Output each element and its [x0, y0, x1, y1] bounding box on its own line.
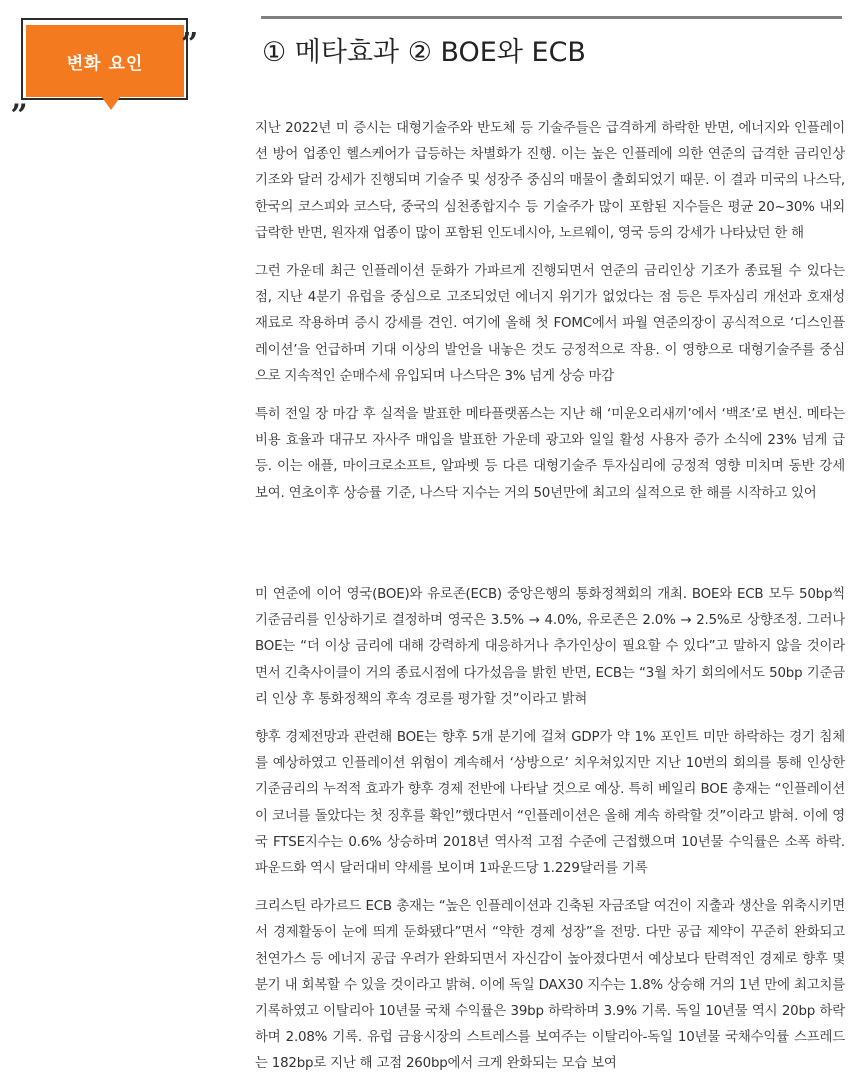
badge-pointer [101, 96, 121, 110]
close-quote-icon: ” [181, 27, 199, 62]
open-quote-icon: „ [11, 81, 29, 116]
section-title: ① 메타효과 ② BOE와 ECB [262, 37, 586, 68]
paragraph: 그런 가운데 최근 인플레이션 둔화가 가파르게 진행되면서 연준의 금리인상 기조가 종료될 수 있다는 점, 지난 4분기 유럽을 중심으로 고조되었던 에너지 위기가 없었다는 점 등은 투자심리 개선과 호재성 재료로 작용하며 증시 강세를 견인. 여기에 올해 첫 FOMC에서 파월 연준의장이 공식적으로 ‘디스인플레이션’을 언급하며 기대 이상의 발언을 내놓은 것도 긍정적으로 작용. 이 영향으로 대형기술주를 중심으로 지속적인 순매수세 유입되며 나스닥은 3% 넘게 상승 마감 [255, 264, 845, 384]
paragraph: 지난 2022년 미 증시는 대형기술주와 반도체 등 기술주들은 급격하게 하락한 반면, 에너지와 인플레이션 방어 업종인 헬스케어가 급등하는 차별화가 진행. 이는 높은 인플레에 의한 연준의 급격한 금리인상 기조와 달러 강세가 진행되며 기술주 및 성장주 중심의 매물이 출회되었기 때문. 이 결과 미국의 나스닥, 한국의 코스피와 코스닥, 중국의 심천종합지수 등 기술주가 많이 포함된 지수들은 평균 20~30% 내외 급락한 반면, 원자재 업종이 많이 포함된 인도네시아, 노르웨이, 영국 등의 강세가 나타났던 한 해 [255, 121, 845, 241]
paragraph: 미 연준에 이어 영국(BOE)와 유로존(ECB) 중앙은행의 통화정책회의 개최. BOE와 ECB 모두 50bp씩 기준금리를 인상하기로 결정하며 영국은 3.5% → 4.0%, 유로존은 2.0% → 2.5%로 상향조정. 그러나 BOE는 “더 이상 금리에 대해 강력하게 대응하거나 추가인상이 필요할 수 있다”고 말하지 않을 것이라면서 긴축사이클이 거의 종료시점에 다가섰음을 밝힌 반면, ECB는 “3월 차기 회의에서도 50bp 기준금리 인상 후 통화정책의 후속 경로를 평가할 것”이라고 밝혀 [255, 587, 845, 707]
badge-label: 변화 요인 [26, 25, 184, 97]
title-divider [261, 16, 842, 19]
paragraph: 크리스틴 라가르드 ECB 총재는 “높은 인플레이션과 긴축된 자금조달 여건이 지출과 생산을 위축시키면서 경제활동이 눈에 띄게 둔화됐다”면서 “약한 경제 성장”을 전망. 다만 공급 제약이 꾸준히 완화되고 천연가스 등 에너지 공급 우려가 완화되면서 자신감이 높아졌다면서 예상보다 탄력적인 경제로 향후 몇 분기 내 회복할 수 있을 것이라고 밝혀. 이에 독일 DAX30 지수는 1.8% 상승해 거의 1년 만에 최고치를 기록하였고 이탈리아 10년물 국채 수익률은 39bp 하락하며 3.9% 기록. 독일 10년물 역시 20bp 하락하며 2.08% 기록. 유럽 금융시장의 스트레스를 보여주는 이탈리아-독일 10년물 국채수익률 스프레드는 182bp로 지난 해 고점 260bp에서 크게 완화되는 모습 보여 [255, 899, 845, 1072]
category-badge [11, 18, 199, 118]
paragraph: 향후 경제전망과 관련해 BOE는 향후 5개 분기에 걸쳐 GDP가 약 1% 포인트 미만 하락하는 경기 침체를 예상하였고 인플레이션 위험이 계속해서 ‘상방으로’ 치우쳐있지만 지난 10번의 회의를 통해 인상한 기준금리의 누적적 효과가 향후 경제 전반에 나타날 것으로 예상. 특히 베일리 BOE 총재는 “인플레이션이 코너를 돌았다는 첫 징후를 확인”했다면서 “인플레이션은 올해 계속 하락할 것”이라고 밝혀. 이에 영국 FTSE지수는 0.6% 상승하며 2018년 역사적 고점 수준에 근접했으며 10년물 수익률은 소폭 하락. 파운드화 역시 달러대비 약세를 보이며 1파운드당 1.229달러를 기록 [255, 730, 845, 877]
paragraph-block-boe-ecb [255, 582, 845, 1090]
paragraph: 특히 전일 장 마감 후 실적을 발표한 메타플랫폼스는 지난 해 ‘미운오리새끼’에서 ‘백조’로 변신. 메타는 비용 효율과 대규모 자사주 매입을 발표한 가운데 광고와 일일 활성 사용자 증가 소식에 23% 넘게 급등. 이는 애플, 마이크로소프트, 알파벳 등 다른 대형기술주 투자심리에 긍정적 영향 미치며 동반 강세 보여. 연초이후 상승률 기준, 나스닥 지수는 거의 50년만에 최고의 실적으로 한 해를 시작하고 있어 [255, 407, 845, 501]
paragraph-block-meta [255, 116, 845, 519]
